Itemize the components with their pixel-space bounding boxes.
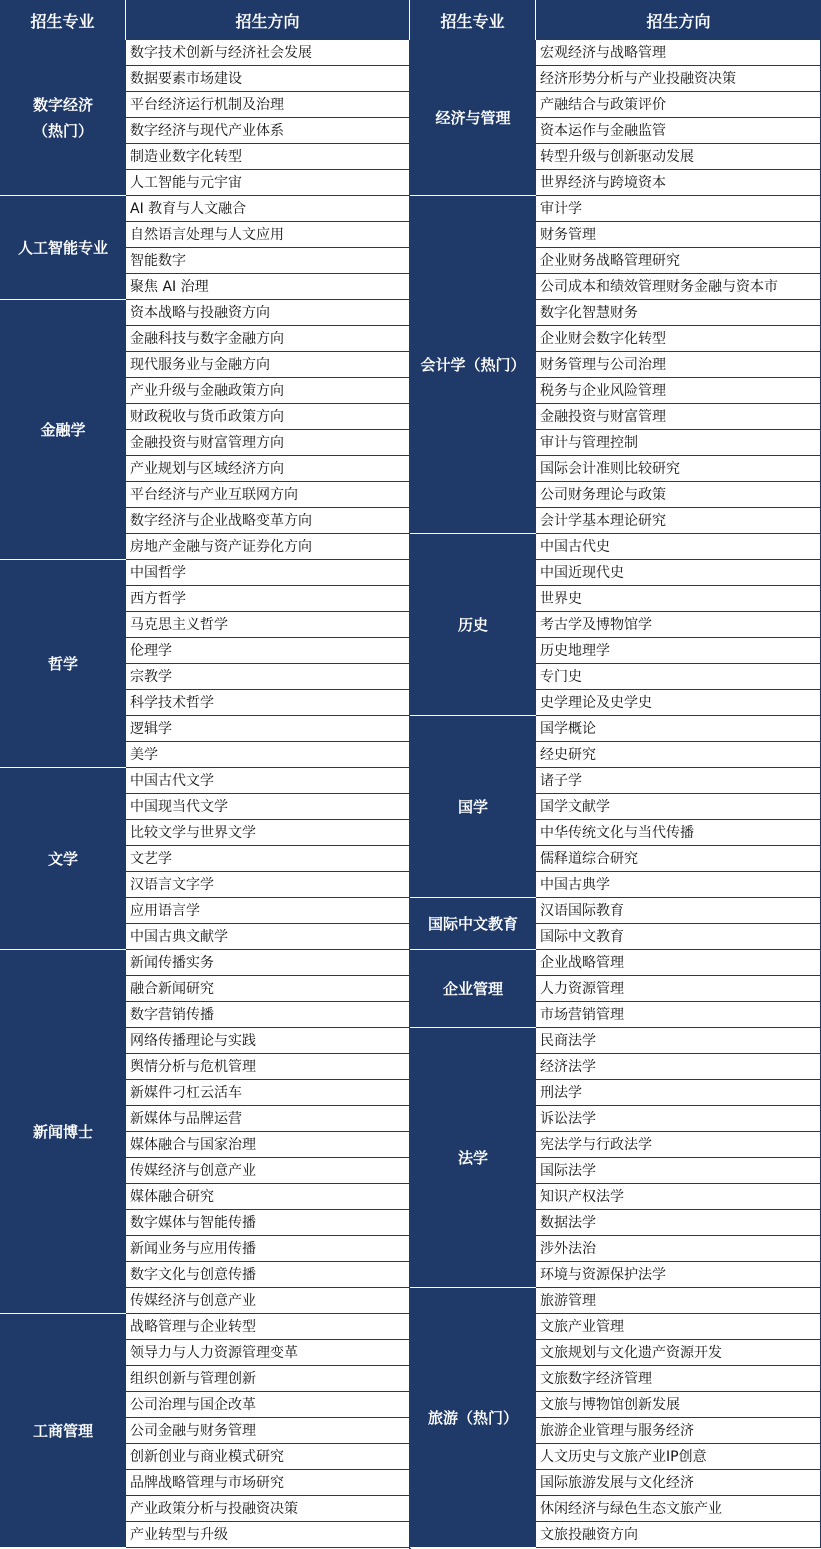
major-left_groups-0 [0, 40, 126, 196]
direction-cell: 旅游企业管理与服务经济 [536, 1418, 821, 1444]
major-left_groups-5 [0, 950, 126, 1314]
direction-cell: 伦理学 [126, 638, 410, 664]
direction-cell: 数字媒体与智能传播 [126, 1210, 410, 1236]
major-right_groups-5 [410, 950, 536, 1028]
direction-cell: 中国古代文学 [126, 768, 410, 794]
direction-cell: 媒体融合研究 [126, 1184, 410, 1210]
direction-cell: 公司成本和绩效管理财务金融与资本市 [536, 274, 821, 300]
direction-cell: 数据要素市场建设 [126, 66, 410, 92]
direction-cell: 国学概论 [536, 716, 821, 742]
direction-cell: 文旅投融资方向 [536, 1522, 821, 1548]
direction-cell: 历史地理学 [536, 638, 821, 664]
major-name: 企业管理 [442, 979, 503, 998]
direction-cell: 平台经济与产业互联网方向 [126, 482, 410, 508]
direction-cell: 人文历史与文旅产业IP创意 [536, 1444, 821, 1470]
direction-cell: 文艺学 [126, 846, 410, 872]
direction-cell: 数据法学 [536, 1210, 821, 1236]
direction-cell: 西方哲学 [126, 586, 410, 612]
direction-cell: 中国现当代文学 [126, 794, 410, 820]
direction-cell: 比较文学与世界文学 [126, 820, 410, 846]
major-right_groups-1 [410, 196, 536, 534]
direction-cell: 涉外法治 [536, 1236, 821, 1262]
major-left_groups-4 [0, 768, 126, 950]
major-name: 会计学（热门） [420, 355, 526, 374]
direction-cell: 企业财会数字化转型 [536, 326, 821, 352]
direction-cell: 文旅规划与文化遗产资源开发 [536, 1340, 821, 1366]
direction-cell: 旅游管理 [536, 1288, 821, 1314]
major-name: 工商管理 [32, 1421, 93, 1440]
direction-cell: 民商法学 [536, 1028, 821, 1054]
direction-cell: 创新创业与商业模式研究 [126, 1444, 410, 1470]
header-right-direction: 招生方向 [536, 0, 821, 40]
direction-cell: 领导力与人力资源管理变革 [126, 1340, 410, 1366]
direction-cell: 马克思主义哲学 [126, 612, 410, 638]
direction-cell: 新媒件刁杠云活车 [126, 1080, 410, 1106]
direction-cell: 经济法学 [536, 1054, 821, 1080]
direction-cell: 舆情分析与危机管理 [126, 1054, 410, 1080]
major-name: 文学 [47, 849, 78, 868]
direction-cell: 中华传统文化与当代传播 [536, 820, 821, 846]
direction-cell: 战略管理与企业转型 [126, 1314, 410, 1340]
direction-cell: 中国古典学 [536, 872, 821, 898]
direction-cell: 中国古代史 [536, 534, 821, 560]
major-left_groups-2 [0, 300, 126, 560]
direction-cell: 金融投资与财富管理 [536, 404, 821, 430]
direction-cell: 新闻传播实务 [126, 950, 410, 976]
direction-cell: 新媒体与品牌运营 [126, 1106, 410, 1132]
direction-cell: 公司金融与财务管理 [126, 1418, 410, 1444]
direction-cell: 金融投资与财富管理方向 [126, 430, 410, 456]
direction-cell: 产融结合与政策评价 [536, 92, 821, 118]
direction-cell: 文旅数字经济管理 [536, 1366, 821, 1392]
direction-cell: 知识产权法学 [536, 1184, 821, 1210]
direction-cell: 国学文献学 [536, 794, 821, 820]
direction-cell: 考古学及博物馆学 [536, 612, 821, 638]
direction-cell: 美学 [126, 742, 410, 768]
direction-cell: 数字营销传播 [126, 1002, 410, 1028]
direction-cell: 数字经济与企业战略变革方向 [126, 508, 410, 534]
direction-cell: 组织创新与管理创新 [126, 1366, 410, 1392]
direction-cell: 制造业数字化转型 [126, 144, 410, 170]
header-right-major: 招生专业 [410, 0, 536, 40]
direction-cell: 平台经济运行机制及治理 [126, 92, 410, 118]
major-name: 哲学 [47, 654, 78, 673]
direction-cell: 传媒经济与创意产业 [126, 1288, 410, 1314]
major-name: 数字经济 [32, 95, 93, 114]
direction-cell: 经济形势分析与产业投融资决策 [536, 66, 821, 92]
major-right_groups-2 [410, 534, 536, 716]
direction-cell: 逻辑学 [126, 716, 410, 742]
direction-cell: 媒体融合与国家治理 [126, 1132, 410, 1158]
direction-cell: 文旅与博物馆创新发展 [536, 1392, 821, 1418]
direction-cell: 数字文化与创意传播 [126, 1262, 410, 1288]
direction-cell: 新闻业务与应用传播 [126, 1236, 410, 1262]
direction-cell: 中国哲学 [126, 560, 410, 586]
major-name: 历史 [457, 615, 488, 634]
direction-cell: 数字化智慧财务 [536, 300, 821, 326]
direction-cell: 国际会计准则比较研究 [536, 456, 821, 482]
direction-cell: 中国近现代史 [536, 560, 821, 586]
direction-cell: 产业规划与区域经济方向 [126, 456, 410, 482]
direction-cell: 国际中文教育 [536, 924, 821, 950]
direction-cell: 诸子学 [536, 768, 821, 794]
direction-cell: 环境与资源保护法学 [536, 1262, 821, 1288]
direction-cell: 宗教学 [126, 664, 410, 690]
direction-cell: 产业升级与金融政策方向 [126, 378, 410, 404]
direction-cell: 品牌战略管理与市场研究 [126, 1470, 410, 1496]
direction-cell: 资本战略与投融资方向 [126, 300, 410, 326]
major-name: 新闻博士 [32, 1122, 93, 1141]
direction-cell: 数字经济与现代产业体系 [126, 118, 410, 144]
direction-cell: 国际法学 [536, 1158, 821, 1184]
direction-cell: 专门史 [536, 664, 821, 690]
major-right_groups-7 [410, 1288, 536, 1548]
direction-cell: 文旅产业管理 [536, 1314, 821, 1340]
direction-cell: 聚焦 AI 治理 [126, 274, 410, 300]
header-left-direction: 招生方向 [126, 0, 410, 40]
direction-cell: 儒释道综合研究 [536, 846, 821, 872]
direction-cell: 公司财务理论与政策 [536, 482, 821, 508]
direction-cell: 宏观经济与战略管理 [536, 40, 821, 66]
major-name: 旅游（热门） [427, 1408, 518, 1427]
direction-cell: 世界史 [536, 586, 821, 612]
direction-cell: 智能数字 [126, 248, 410, 274]
major-name: 法学 [457, 1148, 488, 1167]
major-right_groups-4 [410, 898, 536, 950]
major-note: （热门） [32, 121, 93, 140]
major-left_groups-3 [0, 560, 126, 768]
direction-cell: 自然语言处理与人文应用 [126, 222, 410, 248]
direction-cell: 产业转型与升级 [126, 1522, 410, 1548]
direction-cell: 数字技术创新与经济社会发展 [126, 40, 410, 66]
direction-cell: 世界经济与跨境资本 [536, 170, 821, 196]
direction-cell: 市场营销管理 [536, 1002, 821, 1028]
direction-cell: 汉语国际教育 [536, 898, 821, 924]
direction-cell: 国际旅游发展与文化经济 [536, 1470, 821, 1496]
direction-cell: 人工智能与元宇宙 [126, 170, 410, 196]
direction-cell: 汉语言文字学 [126, 872, 410, 898]
direction-cell: 会计学基本理论研究 [536, 508, 821, 534]
direction-cell: 经史研究 [536, 742, 821, 768]
direction-cell: 财务管理与公司治理 [536, 352, 821, 378]
direction-cell: 税务与企业风险管理 [536, 378, 821, 404]
direction-cell: 现代服务业与金融方向 [126, 352, 410, 378]
direction-cell: 科学技术哲学 [126, 690, 410, 716]
direction-cell: 资本运作与金融监管 [536, 118, 821, 144]
major-right_groups-3 [410, 716, 536, 898]
major-right_groups-0 [410, 40, 536, 196]
direction-cell: AI 教育与人文融合 [126, 196, 410, 222]
header-left-major: 招生专业 [0, 0, 126, 40]
direction-cell: 刑法学 [536, 1080, 821, 1106]
direction-cell: 人力资源管理 [536, 976, 821, 1002]
major-name: 国学 [457, 797, 488, 816]
direction-cell: 审计学 [536, 196, 821, 222]
direction-cell: 网络传播理论与实践 [126, 1028, 410, 1054]
direction-cell: 转型升级与创新驱动发展 [536, 144, 821, 170]
major-left_groups-1 [0, 196, 126, 300]
direction-cell: 史学理论及史学史 [536, 690, 821, 716]
major-name: 人工智能专业 [17, 238, 108, 257]
direction-cell: 诉讼法学 [536, 1106, 821, 1132]
direction-cell: 融合新闻研究 [126, 976, 410, 1002]
direction-cell: 公司治理与国企改革 [126, 1392, 410, 1418]
major-name: 经济与管理 [435, 108, 511, 127]
direction-cell: 中国古典文献学 [126, 924, 410, 950]
direction-cell: 应用语言学 [126, 898, 410, 924]
major-right_groups-6 [410, 1028, 536, 1288]
direction-cell: 审计与管理控制 [536, 430, 821, 456]
direction-cell: 财政税收与货币政策方向 [126, 404, 410, 430]
direction-cell: 企业财务战略管理研究 [536, 248, 821, 274]
direction-cell: 产业政策分析与投融资决策 [126, 1496, 410, 1522]
direction-cell: 企业战略管理 [536, 950, 821, 976]
direction-cell: 房地产金融与资产证券化方向 [126, 534, 410, 560]
direction-cell: 传媒经济与创意产业 [126, 1158, 410, 1184]
direction-cell: 金融科技与数字金融方向 [126, 326, 410, 352]
major-left_groups-6 [0, 1314, 126, 1548]
major-name: 金融学 [40, 420, 86, 439]
direction-cell: 休闲经济与绿色生态文旅产业 [536, 1496, 821, 1522]
direction-cell: 财务管理 [536, 222, 821, 248]
direction-cell: 宪法学与行政法学 [536, 1132, 821, 1158]
major-name: 国际中文教育 [427, 914, 518, 933]
